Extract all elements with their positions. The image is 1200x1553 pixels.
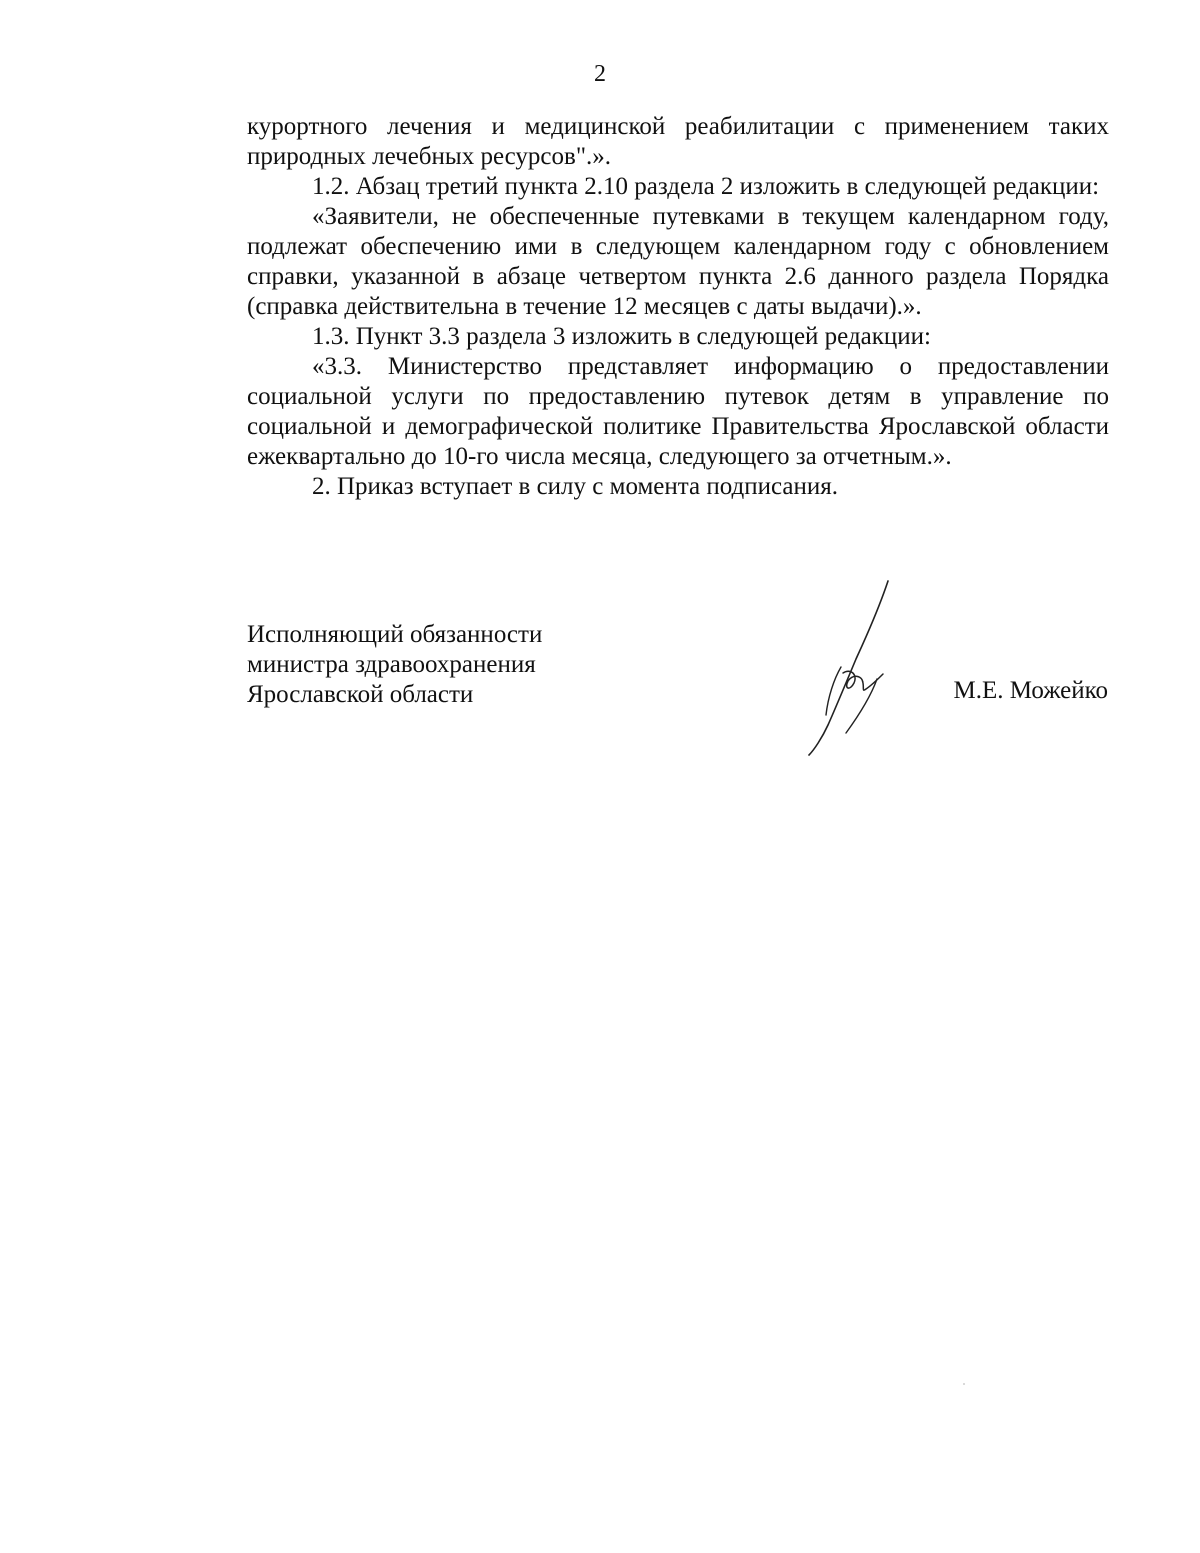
handwritten-signature — [800, 575, 900, 760]
paragraph-quote-applicants: «Заявители, не обеспеченные путевками в текущем календарном году, подлежат обеспечению ими в следующем календарном году с обновлением справки, указанной в абзаце четвертом пункта 2.6 данного раздела Порядка (справка действительна в течение 12 месяцев с даты выдачи).». — [247, 203, 1109, 320]
page-number: 2 — [594, 61, 606, 87]
paragraph-item-1-3: 1.3. Пункт 3.3 раздела 3 изложить в следующей редакции: — [312, 323, 931, 350]
paragraph-item-2: 2. Приказ вступает в силу с момента подписания. — [312, 473, 838, 500]
signer-position-line: Исполняющий обязанности — [247, 621, 543, 648]
signer-position — [247, 620, 542, 710]
paragraph-item-1-2: 1.2. Абзац третий пункта 2.10 раздела 2 изложить в следующей редакции: — [312, 173, 1100, 200]
signer-name: М.Е. Можейко — [953, 677, 1108, 704]
paragraph-quote-3-3: «3.3. Министерство представляет информацию о предоставлении социальной услуги по предоставлению путевок детям в управление по социальной и демографической политике Правительства Ярославской области ежеквартально до 10-го числа месяца, следующего за отчетным.». — [247, 353, 1109, 470]
scan-speck — [963, 1383, 965, 1385]
signer-position-line: министра здравоохранения — [247, 651, 536, 678]
paragraph-continuation: курортного лечения и медицинской реабилитации с применением таких природных лечебных ресурсов".». — [247, 113, 1109, 170]
signer-position-line: Ярославской области — [247, 681, 474, 708]
document-body — [247, 112, 1109, 502]
